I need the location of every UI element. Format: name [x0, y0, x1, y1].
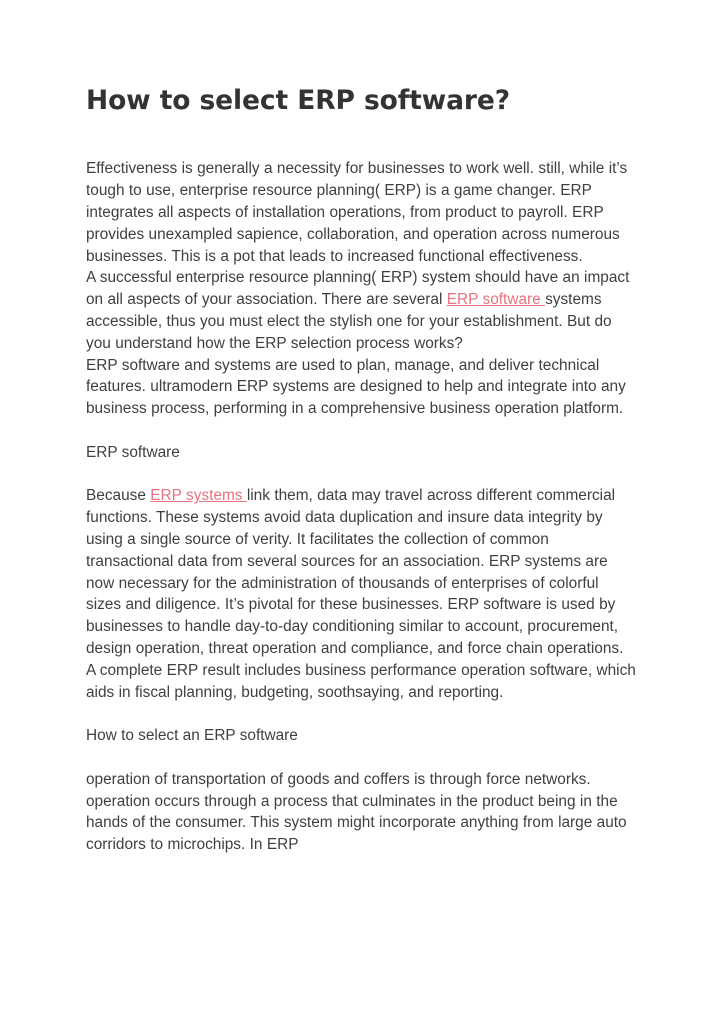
- paragraph-erp-software-systems: ERP software and systems are used to plan, manage, and deliver technical features. ultramodern ERP systems are designed to help and integrate into any business process, performing in a comprehensive business operation platform.: [86, 356, 626, 418]
- document-content: [86, 84, 636, 856]
- paragraph-successful-erp-text-before: A successful enterprise resource planning( ERP) system should have an impact on all aspects of your association. There are several: [86, 269, 630, 309]
- paragraph-spacer: [86, 464, 636, 486]
- paragraph-spacer: [86, 747, 636, 769]
- paragraph-because-erp-systems: [86, 485, 636, 703]
- paragraph-spacer: [86, 703, 636, 725]
- paragraph-effectiveness: Effectiveness is generally a necessity for businesses to work well. still, while it’s tough to use, enterprise resource planning( ERP) is a game changer. ERP integrates all aspects of installation operations, from product to payroll. ERP provides unexampled sapience, collaboration, and operation across numerous businesses. This is a pot that leads to increased functional effectiveness.: [86, 160, 628, 265]
- paragraph-because-erp-systems-text-after: link them, data may travel across different commercial functions. These systems avoid data duplication and insure data integrity by using a single source of verity. It facilitates the collection of common transactional data from several sources for an association. ERP systems are now necessary for the administration of thousands of enterprises of colorful sizes and diligence. It’s pivotal for these businesses. ERP software is used by businesses to handle day-to-day conditioning similar to account, procurement, design operation, threat operation and compliance, and force chain operations. A complete ERP result includes business performance operation software, which aids in fiscal planning, budgeting, soothsaying, and reporting.: [86, 487, 636, 701]
- paragraph-spacer: [86, 420, 636, 442]
- paragraph-operation-transportation: operation of transportation of goods and coffers is through force networks. operation occurs through a process that culminates in the product being in the hands of the consumer. This system might incorporate anything from large auto corridors to microchips. In ERP: [86, 770, 627, 854]
- page-title: How to select ERP software?: [86, 85, 511, 116]
- link-erp-systems[interactable]: ERP systems: [150, 487, 247, 505]
- paragraph-because-erp-systems-text-before: Because: [86, 487, 151, 505]
- link-erp-software[interactable]: ERP software: [446, 291, 546, 309]
- paragraph-successful-erp: [86, 267, 636, 354]
- subheading-how-to-select: How to select an ERP software: [86, 727, 298, 745]
- subheading-erp-software: ERP software: [86, 443, 180, 461]
- paragraph-successful-erp-text-after: systems accessible, thus you must elect the stylish one for your establishment. But do you understand how the ERP selection process works?: [86, 291, 612, 352]
